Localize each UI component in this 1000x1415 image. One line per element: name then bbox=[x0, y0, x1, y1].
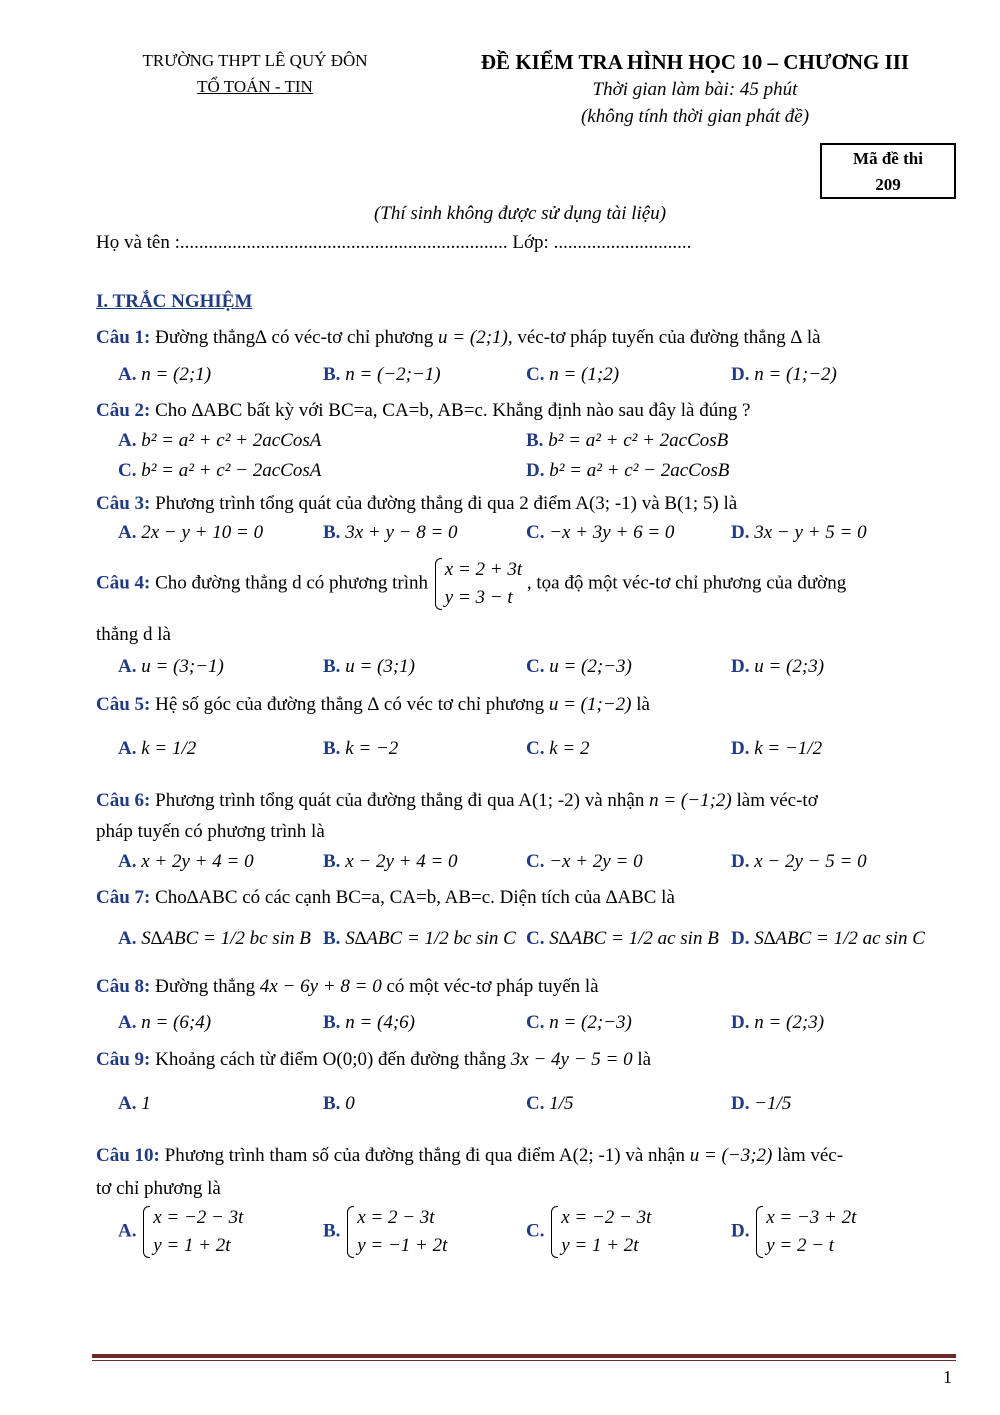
q5-option-b[interactable]: B. k = −2 bbox=[323, 738, 399, 759]
q6-option-b[interactable]: B. x − 2y + 4 = 0 bbox=[323, 851, 458, 872]
q7-option-d[interactable]: D. S∆ABC = 1/2 ac sin C bbox=[731, 928, 925, 949]
question-math: u = (2;1) bbox=[438, 327, 508, 348]
q3-option-b[interactable]: B. 3x + y − 8 = 0 bbox=[323, 522, 458, 543]
question-text: làm véc- bbox=[777, 1145, 844, 1166]
question-3 bbox=[96, 493, 952, 515]
question-4-cont: thẳng d là bbox=[96, 624, 171, 645]
question-label: Câu 3: bbox=[96, 493, 151, 514]
department-name: TỔ TOÁN - TIN bbox=[197, 77, 313, 96]
q10-option-d[interactable]: D. x = −3 + 2t y = 2 − t bbox=[731, 1204, 856, 1260]
q6-option-c[interactable]: C. −x + 2y = 0 bbox=[526, 851, 643, 872]
question-text: Phương trình tổng quát của đường thẳng đi qua 2 điểm A(3; -1) và B(1; 5) là bbox=[155, 493, 738, 514]
school-name: TRƯỜNG THPT LÊ QUÝ ĐÔN bbox=[142, 51, 368, 70]
question-8 bbox=[96, 976, 952, 998]
question-6 bbox=[96, 790, 952, 812]
q2-option-c[interactable]: C. b² = a² + c² − 2acCosA bbox=[118, 460, 322, 481]
question-math: 4x − 6y + 8 = 0 bbox=[259, 976, 382, 997]
q9-option-c[interactable]: C. 1/5 bbox=[526, 1093, 574, 1114]
q5-option-a[interactable]: A. k = 1/2 bbox=[118, 738, 197, 759]
question-text: Đường thẳng∆ có véc-tơ chỉ phương bbox=[155, 327, 434, 348]
question-text: có một véc-tơ pháp tuyến là bbox=[386, 976, 599, 997]
question-math: n = (−1;2) bbox=[649, 790, 732, 811]
q6-option-d[interactable]: D. x − 2y − 5 = 0 bbox=[731, 851, 867, 872]
q6-option-a[interactable]: A. x + 2y + 4 = 0 bbox=[118, 851, 254, 872]
question-text: là bbox=[636, 694, 650, 715]
question-text: Cho∆ABC có các cạnh BC=a, CA=b, AB=c. Diện tích của ∆ABC là bbox=[155, 887, 675, 908]
footer-rule-thin bbox=[92, 1360, 956, 1361]
section-title: I. TRẮC NGHIỆM bbox=[96, 291, 253, 312]
exam-time-note: (không tính thời gian phát đề) bbox=[580, 106, 810, 127]
question-label: Câu 9: bbox=[96, 1049, 151, 1070]
question-math: u = (−3;2) bbox=[689, 1145, 773, 1166]
exam-title: ĐỀ KIỂM TRA HÌNH HỌC 10 – CHƯƠNG III bbox=[480, 50, 910, 74]
q4-option-d[interactable]: D. u = (2;3) bbox=[731, 656, 825, 677]
q8-option-a[interactable]: A. n = (6;4) bbox=[118, 1012, 212, 1033]
q7-option-a[interactable]: A. S∆ABC = 1/2 bc sin B bbox=[118, 928, 311, 949]
q3-option-d[interactable]: D. 3x − y + 5 = 0 bbox=[731, 522, 867, 543]
q9-option-d[interactable]: D. −1/5 bbox=[731, 1093, 792, 1114]
question-label: Câu 2: bbox=[96, 400, 151, 421]
question-10-cont: tơ chỉ phương là bbox=[96, 1178, 221, 1199]
q1-option-d[interactable]: D. n = (1;−2) bbox=[731, 364, 837, 385]
question-text: Hệ số góc của đường thẳng ∆ có véc tơ chỉ phương bbox=[155, 694, 545, 715]
q5-option-c[interactable]: C. k = 2 bbox=[526, 738, 590, 759]
question-label: Câu 4: bbox=[96, 572, 151, 594]
question-text: Khoảng cách từ điểm O(0;0) đến đường thẳng bbox=[155, 1049, 507, 1070]
q2-option-b[interactable]: B. b² = a² + c² + 2acCosB bbox=[526, 430, 729, 451]
question-label: Câu 6: bbox=[96, 790, 151, 811]
q2-option-d[interactable]: D. b² = a² + c² − 2acCosB bbox=[526, 460, 730, 481]
equation-system: x = 2 + 3t y = 3 − t bbox=[433, 556, 522, 612]
question-text: Phương trình tổng quát của đường thẳng đi qua A(1; -2) và nhận bbox=[155, 790, 645, 811]
exam-header bbox=[430, 48, 960, 130]
q3-option-c[interactable]: C. −x + 3y + 6 = 0 bbox=[526, 522, 675, 543]
q8-option-c[interactable]: C. n = (2;−3) bbox=[526, 1012, 632, 1033]
question-1 bbox=[96, 327, 952, 349]
question-math: u = (1;−2) bbox=[548, 694, 632, 715]
question-7 bbox=[96, 887, 952, 909]
question-text: , tọa độ một véc-tơ chỉ phương của đường bbox=[526, 572, 847, 594]
q2-option-a[interactable]: A. b² = a² + c² + 2acCosA bbox=[118, 430, 322, 451]
q7-option-b[interactable]: B. S∆ABC = 1/2 bc sin C bbox=[323, 928, 516, 949]
q3-option-a[interactable]: A. 2x − y + 10 = 0 bbox=[118, 522, 264, 543]
question-text: , véc-tơ pháp tuyến của đường thẳng ∆ là bbox=[507, 327, 821, 348]
q9-option-b[interactable]: B. 0 bbox=[323, 1093, 355, 1114]
question-label: Câu 7: bbox=[96, 887, 151, 908]
exam-code-label: Mã đề thi bbox=[853, 149, 923, 168]
question-math: 3x − 4y − 5 = 0 bbox=[510, 1049, 633, 1070]
question-text: Đường thẳng bbox=[155, 976, 256, 997]
question-label: Câu 8: bbox=[96, 976, 151, 997]
question-9 bbox=[96, 1049, 952, 1071]
question-text: Phương trình tham số của đường thẳng đi qua điểm A(2; -1) và nhận bbox=[164, 1145, 685, 1166]
question-text: Cho đường thẳng d có phương trình bbox=[155, 572, 429, 594]
footer-rule bbox=[92, 1354, 956, 1358]
q10-option-a[interactable]: A. x = −2 − 3t y = 1 + 2t bbox=[118, 1204, 243, 1260]
q4-option-a[interactable]: A. u = (3;−1) bbox=[118, 656, 224, 677]
q1-option-a[interactable]: A. n = (2;1) bbox=[118, 364, 212, 385]
q8-option-b[interactable]: B. n = (4;6) bbox=[323, 1012, 415, 1033]
q4-option-b[interactable]: B. u = (3;1) bbox=[323, 656, 415, 677]
exam-time: Thời gian làm bài: 45 phút bbox=[592, 79, 798, 100]
school-header bbox=[100, 48, 410, 100]
question-label: Câu 1: bbox=[96, 327, 151, 348]
question-label: Câu 10: bbox=[96, 1145, 160, 1166]
exam-note: (Thí sinh không được sử dụng tài liệu) bbox=[373, 203, 667, 224]
q9-option-a[interactable]: A. 1 bbox=[118, 1093, 151, 1114]
q4-option-c[interactable]: C. u = (2;−3) bbox=[526, 656, 632, 677]
q7-option-c[interactable]: C. S∆ABC = 1/2 ac sin B bbox=[526, 928, 719, 949]
question-10 bbox=[96, 1145, 952, 1167]
q1-option-b[interactable]: B. n = (−2;−1) bbox=[323, 364, 441, 385]
question-6-cont: pháp tuyến có phương trình là bbox=[96, 821, 325, 842]
q1-option-c[interactable]: C. n = (1;2) bbox=[526, 364, 620, 385]
q8-option-d[interactable]: D. n = (2;3) bbox=[731, 1012, 825, 1033]
question-text: Cho ∆ABC bất kỳ với BC=a, CA=b, AB=c. Khẳng định nào sau đây là đúng ? bbox=[155, 400, 751, 421]
question-2 bbox=[96, 400, 952, 422]
q10-option-b[interactable]: B. x = 2 − 3t y = −1 + 2t bbox=[323, 1204, 447, 1260]
student-info-line: Họ và tên :..................................................................... Lớp: ............................. bbox=[96, 232, 692, 253]
question-text: là bbox=[637, 1049, 652, 1070]
question-label: Câu 5: bbox=[96, 694, 151, 715]
exam-code-box bbox=[820, 143, 956, 199]
question-4 bbox=[96, 556, 952, 612]
question-text: làm véc-tơ bbox=[736, 790, 818, 811]
q5-option-d[interactable]: D. k = −1/2 bbox=[731, 738, 823, 759]
question-5 bbox=[96, 694, 952, 716]
exam-code-value: 209 bbox=[875, 175, 901, 194]
q10-option-c[interactable]: C. x = −2 − 3t y = 1 + 2t bbox=[526, 1204, 651, 1260]
page-number: 1 bbox=[943, 1367, 952, 1387]
